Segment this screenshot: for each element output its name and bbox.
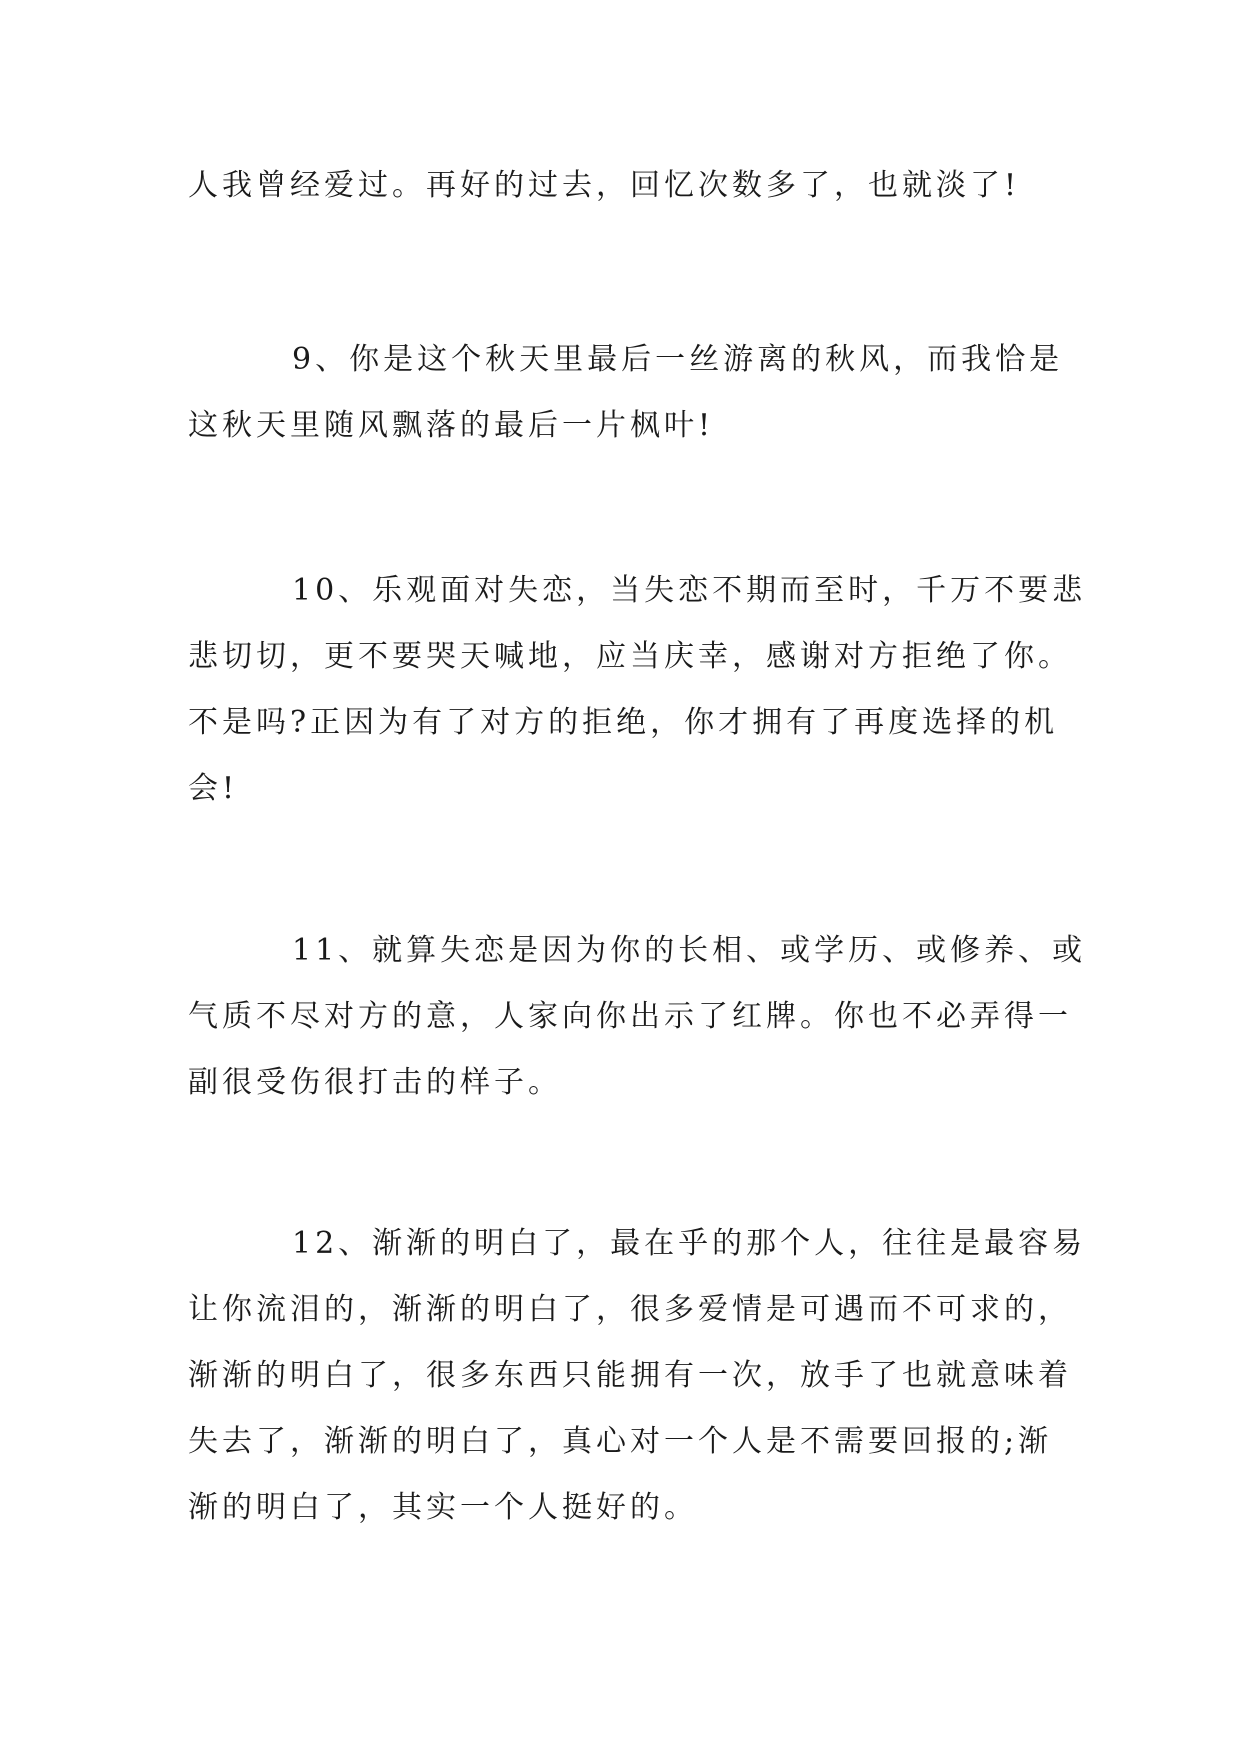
paragraph-12 (188, 1211, 1087, 1541)
text-line: 会! (188, 771, 239, 806)
text-line: 10、乐观面对失恋，当失恋不期而至时，千万不要悲 (292, 573, 1087, 608)
text-line: 悲切切，更不要哭天喊地，应当庆幸，感谢对方拒绝了你。 (188, 639, 1072, 674)
text-line: 12、渐渐的明白了，最在乎的那个人，往往是最容易 (292, 1226, 1087, 1261)
paragraph-continuation (188, 153, 1068, 219)
text-line: 9、你是这个秋天里最后一丝游离的秋风，而我恰是 (292, 342, 1064, 377)
text-line: 气质不尽对方的意，人家向你出示了红牌。你也不必弄得一 (188, 999, 1072, 1034)
text-line: 这秋天里随风飘落的最后一片枫叶! (188, 408, 715, 443)
text-line: 失去了，渐渐的明白了，真心对一个人是不需要回报的;渐 (188, 1424, 1053, 1459)
text-line: 渐的明白了，其实一个人挺好的。 (188, 1490, 698, 1525)
text-line: 人我曾经爱过。再好的过去，回忆次数多了，也就淡了! (188, 168, 1021, 203)
text-line: 副很受伤很打击的样子。 (188, 1065, 562, 1100)
paragraph-10 (188, 558, 1087, 822)
paragraph-11 (188, 918, 1087, 1116)
text-line: 让你流泪的，渐渐的明白了，很多爱情是可遇而不可求的， (188, 1292, 1072, 1327)
paragraph-9 (188, 327, 1068, 459)
text-line: 渐渐的明白了，很多东西只能拥有一次，放手了也就意味着 (188, 1358, 1072, 1393)
text-line: 不是吗?正因为有了对方的拒绝，你才拥有了再度选择的机 (188, 705, 1059, 740)
text-line: 11、就算失恋是因为你的长相、或学历、或修养、或 (292, 933, 1087, 968)
